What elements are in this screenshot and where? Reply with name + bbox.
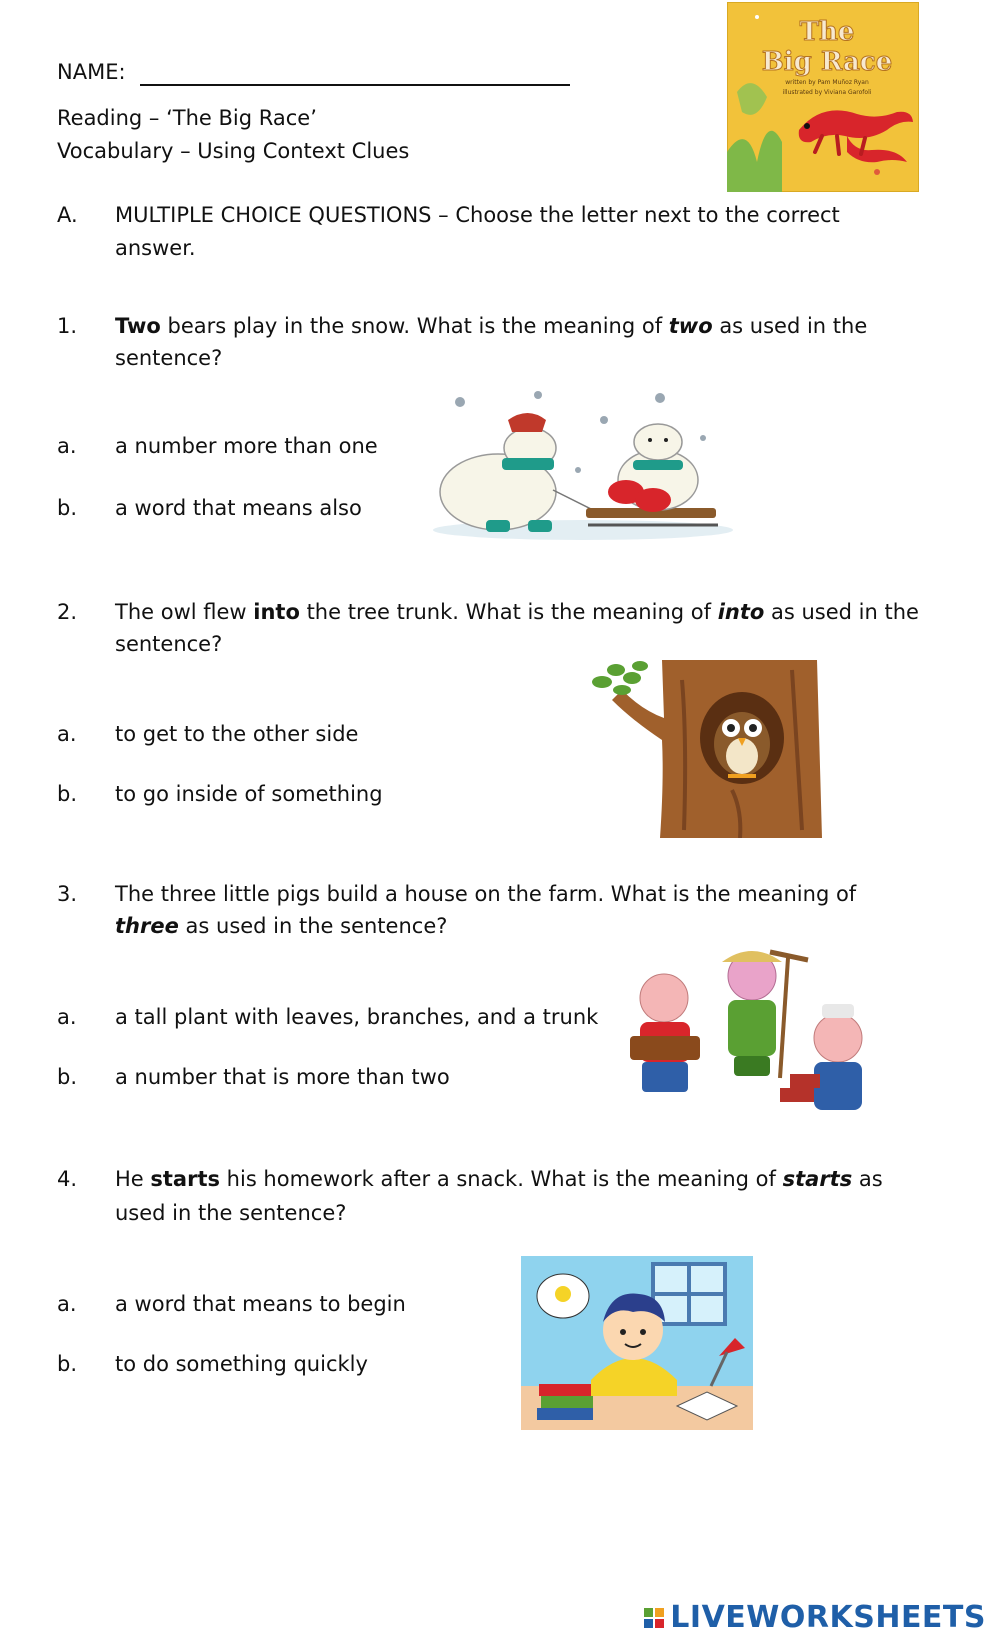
option-letter[interactable]: b. (57, 496, 78, 520)
question-text: used in the sentence? (115, 1201, 347, 1225)
keyword: into (253, 600, 300, 624)
polar-bears-sled-illustration (428, 380, 738, 545)
question-text: as used in the (712, 314, 868, 338)
liveworksheets-logo (644, 1600, 986, 1635)
name-input-line[interactable] (140, 84, 570, 86)
question-text: the tree trunk. What is the meaning of (299, 600, 718, 624)
question-text: his homework after a snack. What is the meaning of (220, 1167, 783, 1191)
question-1-line1 (115, 310, 867, 342)
question-2-line1 (115, 596, 919, 628)
keyword: into (717, 600, 765, 624)
cover-title-line1: The (799, 17, 855, 47)
section-instruction-line1: MULTIPLE CHOICE QUESTIONS – Choose the letter next to the correct (115, 203, 840, 227)
option-text[interactable]: to go inside of something (115, 782, 383, 806)
book-cover-illustration (727, 2, 919, 192)
question-text: as used in the sentence? (178, 914, 448, 938)
liveworksheets-logo-icon (644, 1608, 664, 1628)
question-4-line1 (115, 1163, 883, 1195)
question-text: as used in the (764, 600, 919, 624)
question-text: He (115, 1167, 151, 1191)
question-2-line2 (115, 628, 222, 660)
option-letter[interactable]: b. (57, 782, 78, 806)
question-3-line1 (115, 878, 856, 910)
cover-title-line2: Big Race (761, 47, 893, 77)
vocabulary-subtitle: Vocabulary – Using Context Clues (57, 139, 410, 163)
three-pigs-illustration (630, 948, 890, 1124)
name-label: NAME: (57, 60, 126, 84)
option-text[interactable]: to get to the other side (115, 722, 359, 746)
option-letter[interactable]: a. (57, 1005, 77, 1029)
keyword: two (668, 314, 713, 338)
question-text: sentence? (115, 632, 223, 656)
option-letter[interactable]: b. (57, 1352, 78, 1376)
question-text: as (852, 1167, 883, 1191)
reading-title: Reading – ‘The Big Race’ (57, 106, 317, 130)
question-text: sentence? (115, 346, 223, 370)
option-text[interactable]: a number more than one (115, 434, 378, 458)
question-1-line2 (115, 342, 222, 374)
question-number: 2. (57, 600, 78, 624)
keyword: three (115, 914, 179, 938)
option-letter[interactable]: a. (57, 722, 77, 746)
question-text: The three little pigs build a house on the farm. What is the meaning of (115, 882, 857, 906)
brand-name: LIVEWORKSHEETS (670, 1600, 986, 1635)
question-number: 3. (57, 882, 78, 906)
option-text[interactable]: a word that means also (115, 496, 362, 520)
option-text[interactable]: a word that means to begin (115, 1292, 406, 1316)
section-instruction-line2: answer. (115, 236, 196, 260)
option-letter[interactable]: b. (57, 1065, 78, 1089)
question-3-line2 (115, 910, 447, 942)
question-number: 1. (57, 314, 78, 338)
question-4-line2 (115, 1197, 346, 1229)
question-number: 4. (57, 1167, 78, 1191)
option-letter[interactable]: a. (57, 434, 77, 458)
keyword: Two (115, 314, 161, 338)
cover-author: written by Pam Muñoz Ryan (785, 79, 869, 86)
boy-homework-illustration (521, 1256, 753, 1430)
question-text: The owl flew (115, 600, 254, 624)
option-text[interactable]: to do something quickly (115, 1352, 368, 1376)
owl-tree-illustration (592, 660, 822, 838)
keyword: starts (150, 1167, 220, 1191)
option-text[interactable]: a tall plant with leaves, branches, and a trunk (115, 1005, 599, 1029)
section-letter: A. (57, 203, 78, 227)
cover-illustrator: illustrated by Viviana Garofoli (782, 89, 872, 96)
question-text: bears play in the snow. What is the meaning of (160, 314, 669, 338)
keyword: starts (782, 1167, 853, 1191)
option-text[interactable]: a number that is more than two (115, 1065, 450, 1089)
option-letter[interactable]: a. (57, 1292, 77, 1316)
